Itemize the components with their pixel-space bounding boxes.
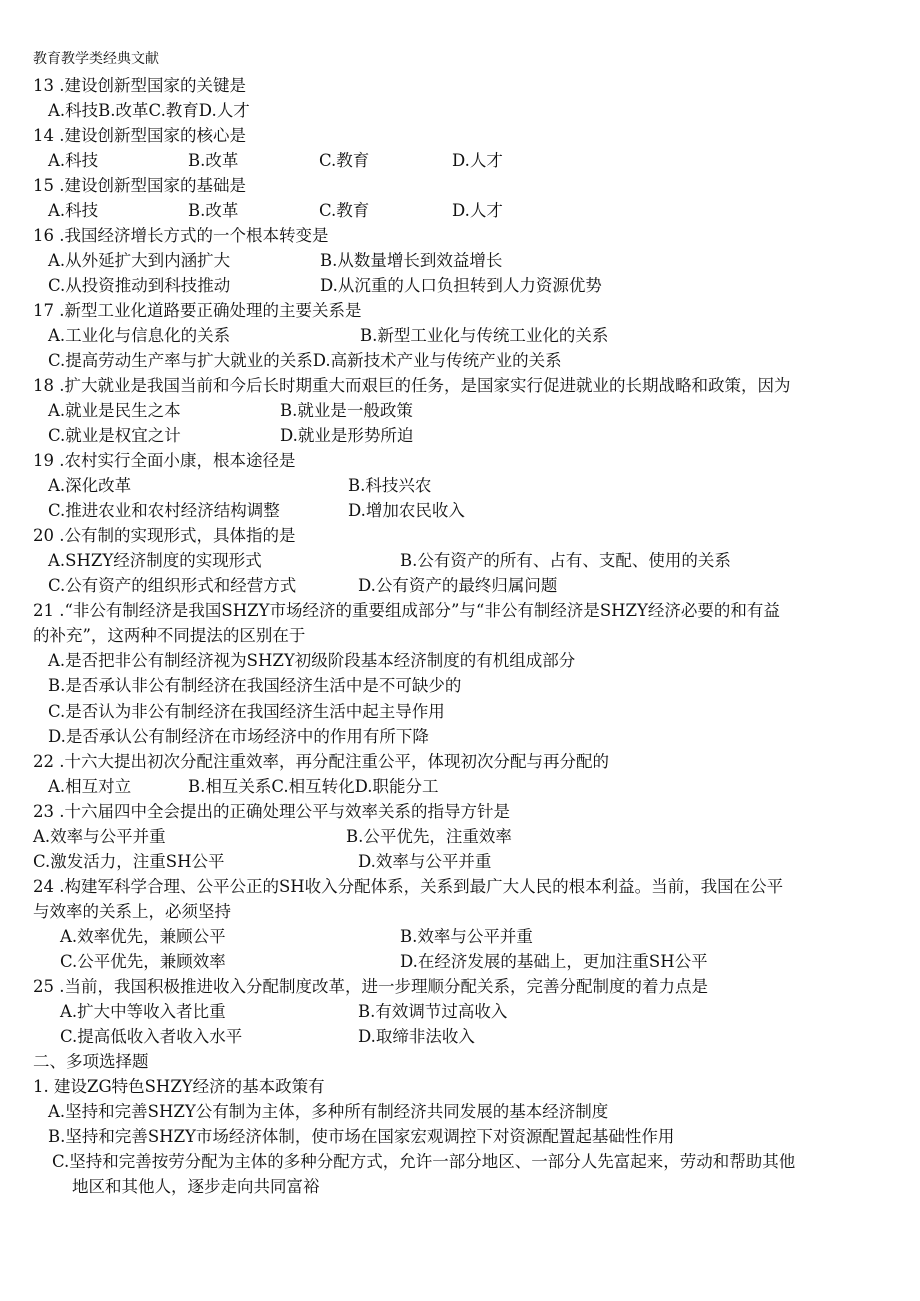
option-text: D.在经济发展的基础上，更加注重SH公平 bbox=[400, 951, 708, 971]
option-text: C.教育 bbox=[319, 151, 370, 171]
line-text: 15 .建设创新型国家的基础是 bbox=[33, 176, 246, 196]
option-text: D.增加农民收入 bbox=[348, 501, 465, 521]
line-text: 17 .新型工业化道路要正确处理的主要关系是 bbox=[33, 301, 362, 321]
option-text: D.从沉重的人口负担转到人力资源优势 bbox=[320, 276, 602, 296]
option-text: B.改革 bbox=[188, 201, 239, 221]
line-text: C.就业是权宜之计 bbox=[48, 426, 181, 446]
option-text: B.公平优先，注重效率 bbox=[346, 826, 512, 846]
line-text: 1. 建设ZG特色SHZY经济的基本政策有 bbox=[33, 1076, 325, 1096]
line-text: A.扩大中等收入者比重 bbox=[60, 1001, 226, 1021]
line-text: A.SHZY经济制度的实现形式 bbox=[48, 551, 262, 571]
line-text: 与效率的关系上，必须坚持 bbox=[33, 901, 231, 921]
line-text: A.工业化与信息化的关系 bbox=[48, 326, 231, 346]
line-text: 22 .十六大提出初次分配注重效率，再分配注重公平，体现初次分配与再分配的 bbox=[33, 751, 609, 771]
option-text: D.人才 bbox=[452, 201, 503, 221]
line-text: A.科技 bbox=[48, 201, 99, 221]
line-text: C.是否认为非公有制经济在我国经济生活中起主导作用 bbox=[48, 701, 445, 721]
line-text: 16 .我国经济增长方式的一个根本转变是 bbox=[33, 226, 329, 246]
line-text: A.从外延扩大到内涵扩大 bbox=[48, 251, 231, 271]
line-text: 20 .公有制的实现形式，具体指的是 bbox=[33, 526, 296, 546]
page-header: 教育教学类经典文献 bbox=[33, 51, 159, 67]
option-text: B.有效调节过高收入 bbox=[358, 1001, 508, 1021]
line-text: C.提高低收入者收入水平 bbox=[60, 1026, 243, 1046]
option-text: D.效率与公平并重 bbox=[358, 851, 492, 871]
option-text: B.从数量增长到效益增长 bbox=[320, 251, 503, 271]
line-text: 25 .当前，我国积极推进收入分配制度改革，进一步理顺分配关系，完善分配制度的着力点是 bbox=[33, 976, 708, 996]
line-text: 24 .构建军科学合理、公平公正的SH收入分配体系，关系到最广大人民的根本利益。当前，我国在公平 bbox=[33, 876, 784, 896]
line-text: A.坚持和完善SHZY公有制为主体，多种所有制经济共同发展的基本经济制度 bbox=[48, 1101, 609, 1121]
option-text: B.改革 bbox=[188, 151, 239, 171]
line-text: A.科技B.改革C.教育D.人才 bbox=[48, 101, 250, 121]
option-text: D.取缔非法收入 bbox=[358, 1026, 475, 1046]
line-text: 二、多项选择题 bbox=[33, 1051, 149, 1071]
line-text: A.效率优先，兼顾公平 bbox=[60, 926, 226, 946]
option-text: B.相互关系C.相互转化D.职能分工 bbox=[188, 776, 439, 796]
line-text: A.是否把非公有制经济视为SHZY初级阶段基本经济制度的有机组成部分 bbox=[48, 651, 576, 671]
option-text: D.人才 bbox=[452, 151, 503, 171]
line-text: A.相互对立 bbox=[48, 776, 132, 796]
option-text: C.教育 bbox=[319, 201, 370, 221]
line-text: 19 .农村实行全面小康，根本途径是 bbox=[33, 451, 296, 471]
option-text: D.就业是形势所迫 bbox=[280, 426, 414, 446]
line-text: 18 .扩大就业是我国当前和今后长时期重大而艰巨的任务，是国家实行促进就业的长期战略和政策，因为 bbox=[33, 376, 791, 396]
line-text: 地区和其他人，逐步走向共同富裕 bbox=[72, 1176, 320, 1196]
line-text: C.公平优先，兼顾效率 bbox=[60, 951, 226, 971]
line-text: 21 .“非公有制经济是我国SHZY市场经济的重要组成部分”与“非公有制经济是SHZY经济必要的和有益 bbox=[33, 601, 780, 621]
line-text: C.推进农业和农村经济结构调整 bbox=[48, 501, 280, 521]
option-text: B.就业是一般政策 bbox=[280, 401, 413, 421]
line-text: A.效率与公平并重 bbox=[33, 826, 166, 846]
line-text: A.科技 bbox=[48, 151, 99, 171]
line-text: B.坚持和完善SHZY市场经济体制，使市场在国家宏观调控下对资源配置起基础性作用 bbox=[48, 1126, 675, 1146]
option-text: B.公有资产的所有、占有、支配、使用的关系 bbox=[400, 551, 731, 571]
line-text: C.坚持和完善按劳分配为主体的多种分配方式，允许一部分地区、一部分人先富起来，劳动和帮助其他 bbox=[52, 1151, 796, 1171]
line-text: C.从投资推动到科技推动 bbox=[48, 276, 231, 296]
option-text: B.新型工业化与传统工业化的关系 bbox=[360, 326, 609, 346]
line-text: 的补充”，这两种不同提法的区别在于 bbox=[33, 626, 306, 646]
option-text: D.公有资产的最终归属问题 bbox=[358, 576, 558, 596]
line-text: 23 .十六届四中全会提出的正确处理公平与效率关系的指导方针是 bbox=[33, 801, 510, 821]
line-text: 13 .建设创新型国家的关键是 bbox=[33, 76, 246, 95]
line-text: C.激发活力，注重SH公平 bbox=[33, 851, 225, 871]
line-text: B.是否承认非公有制经济在我国经济生活中是不可缺少的 bbox=[48, 676, 462, 696]
line-text: A.深化改革 bbox=[48, 476, 132, 496]
line-text: A.就业是民生之本 bbox=[48, 401, 181, 421]
line-text: C.提高劳动生产率与扩大就业的关系D.高新技术产业与传统产业的关系 bbox=[48, 351, 562, 371]
option-text: B.科技兴农 bbox=[348, 476, 432, 496]
option-text: B.效率与公平并重 bbox=[400, 926, 533, 946]
line-text: C.公有资产的组织形式和经营方式 bbox=[48, 576, 297, 596]
line-text: 14 .建设创新型国家的核心是 bbox=[33, 126, 246, 146]
line-text: D.是否承认公有制经济在市场经济中的作用有所下降 bbox=[48, 726, 429, 746]
